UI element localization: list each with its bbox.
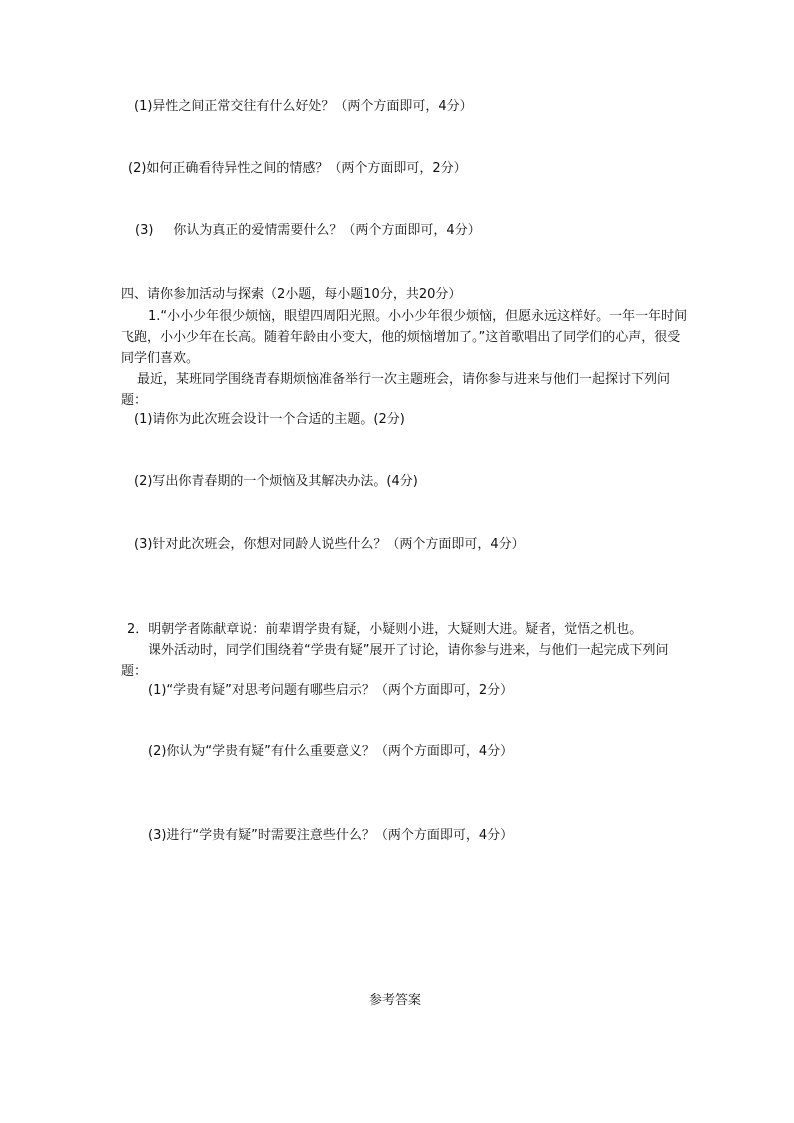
- s3-question-2: (2)如何正确看待异性之间的情感？（两个方面即可，2分）: [128, 161, 467, 176]
- s3-question-3: [135, 221, 481, 241]
- answers-heading: 参考答案: [369, 993, 422, 1008]
- s4-item1-question-1: (1)请你为此次班会设计一个合适的主题。(2分): [134, 412, 405, 427]
- s3-question-3-text: 你认为真正的爱情需要什么？（两个方面即可，4分）: [173, 223, 481, 238]
- s4-item2-context: 课外活动时，同学们围绕着“学贵有疑”展开了讨论，请你参与进来，与他们一起完成下列问题：: [121, 643, 669, 679]
- s3-question-1: (1)异性之间正常交往有什么好处？（两个方面即可，4分）: [134, 99, 473, 114]
- s4-item2-question-2: (2)你认为“学贵有疑”有什么重要意义？（两个方面即可，4分）: [148, 744, 514, 759]
- s4-item1-context: 最近，某班同学围绕青春期烦恼准备举行一次主题班会，请你参与进来与他们一起探讨下列问题：: [121, 372, 671, 408]
- s4-item2-question-3: (3)进行“学贵有疑”时需要注意些什么？（两个方面即可，4分）: [148, 828, 514, 843]
- s4-item2-question-1: (1)“学贵有疑”对思考问题有哪些启示？（两个方面即可，2分）: [148, 683, 514, 698]
- s3-question-3-number: (3): [135, 223, 154, 238]
- s4-item1-question-3: (3)针对此次班会，你想对同龄人说些什么？（两个方面即可，4分）: [134, 537, 525, 552]
- s4-item2-intro: 2．明朝学者陈献章说：前辈谓学贵有疑，小疑则小进，大疑则大进。疑者，觉悟之机也。: [127, 622, 643, 637]
- section4-heading: 四、请你参加活动与探索（2小题，每小题10分，共20分）: [121, 287, 462, 302]
- s4-item1-question-2: (2)写出你青春期的一个烦恼及其解决办法。(4分): [134, 474, 418, 489]
- s4-item1-intro: 1.“小小少年很少烦恼，眼望四周阳光照。小小少年很少烦恼，但愿永远这样好。一年一年时间飞跑，小小少年在长高。随着年龄由小变大，他的烦恼增加了。”这首歌唱出了同学们的心声，很受同学们喜欢。: [121, 309, 688, 366]
